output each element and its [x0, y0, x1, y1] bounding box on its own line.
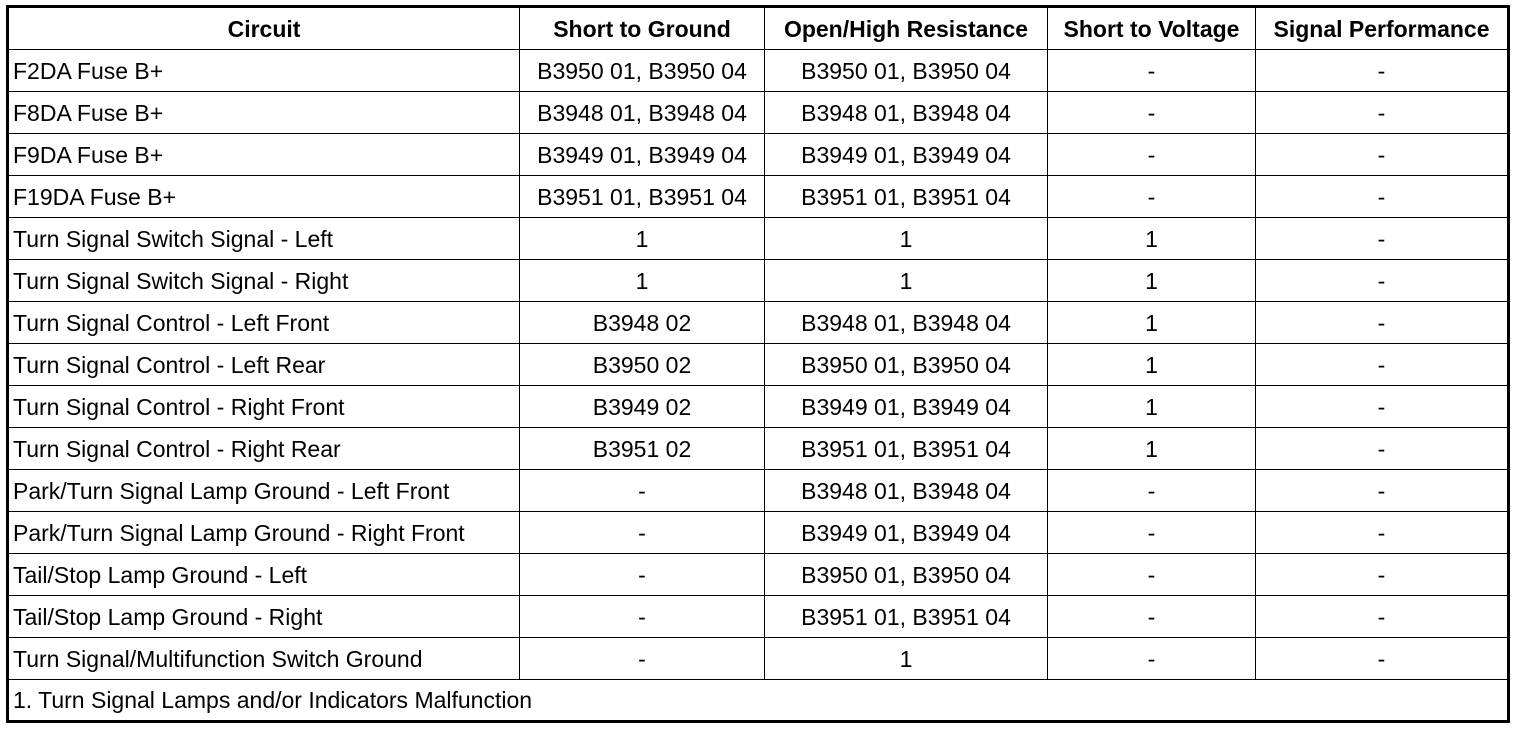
cell-signal-performance: -	[1256, 596, 1509, 638]
table-row	[8, 428, 1509, 470]
table-row	[8, 554, 1509, 596]
header-open-high-resistance: Open/High Resistance	[765, 7, 1048, 50]
cell-open-high-resistance: B3951 01, B3951 04	[765, 428, 1048, 470]
cell-short-to-ground: 1	[520, 260, 765, 302]
cell-short-to-ground: -	[520, 638, 765, 680]
cell-short-to-ground: -	[520, 596, 765, 638]
cell-circuit: Turn Signal Control - Left Rear	[8, 344, 520, 386]
cell-open-high-resistance: B3949 01, B3949 04	[765, 512, 1048, 554]
cell-short-to-voltage: 1	[1048, 344, 1256, 386]
table-row	[8, 176, 1509, 218]
cell-short-to-voltage: -	[1048, 50, 1256, 92]
table-row	[8, 596, 1509, 638]
cell-short-to-voltage: -	[1048, 512, 1256, 554]
cell-circuit: Tail/Stop Lamp Ground - Left	[8, 554, 520, 596]
cell-short-to-ground: -	[520, 470, 765, 512]
cell-short-to-voltage: -	[1048, 176, 1256, 218]
cell-short-to-ground: B3949 01, B3949 04	[520, 134, 765, 176]
cell-circuit: Park/Turn Signal Lamp Ground - Left Front	[8, 470, 520, 512]
cell-signal-performance: -	[1256, 428, 1509, 470]
cell-short-to-ground: B3951 01, B3951 04	[520, 176, 765, 218]
table-row	[8, 302, 1509, 344]
cell-signal-performance: -	[1256, 260, 1509, 302]
table-row	[8, 512, 1509, 554]
cell-short-to-ground: 1	[520, 218, 765, 260]
cell-circuit: Turn Signal Control - Right Rear	[8, 428, 520, 470]
cell-short-to-ground: B3950 02	[520, 344, 765, 386]
cell-circuit: Turn Signal Control - Right Front	[8, 386, 520, 428]
cell-signal-performance: -	[1256, 92, 1509, 134]
table-row	[8, 92, 1509, 134]
cell-short-to-voltage: 1	[1048, 218, 1256, 260]
table-body	[8, 50, 1509, 680]
cell-circuit: F9DA Fuse B+	[8, 134, 520, 176]
cell-signal-performance: -	[1256, 134, 1509, 176]
cell-open-high-resistance: B3950 01, B3950 04	[765, 50, 1048, 92]
header-short-to-ground: Short to Ground	[520, 7, 765, 50]
cell-signal-performance: -	[1256, 512, 1509, 554]
cell-short-to-ground: -	[520, 512, 765, 554]
cell-circuit: F8DA Fuse B+	[8, 92, 520, 134]
dtc-circuit-table	[6, 5, 1510, 723]
cell-open-high-resistance: B3948 01, B3948 04	[765, 302, 1048, 344]
cell-circuit: F2DA Fuse B+	[8, 50, 520, 92]
cell-signal-performance: -	[1256, 176, 1509, 218]
cell-short-to-ground: B3951 02	[520, 428, 765, 470]
cell-open-high-resistance: B3951 01, B3951 04	[765, 596, 1048, 638]
cell-short-to-ground: -	[520, 554, 765, 596]
cell-circuit: Turn Signal Switch Signal - Right	[8, 260, 520, 302]
cell-open-high-resistance: B3951 01, B3951 04	[765, 176, 1048, 218]
cell-short-to-ground: B3949 02	[520, 386, 765, 428]
cell-signal-performance: -	[1256, 470, 1509, 512]
cell-signal-performance: -	[1256, 302, 1509, 344]
table-row	[8, 218, 1509, 260]
table-row	[8, 260, 1509, 302]
cell-short-to-voltage: 1	[1048, 386, 1256, 428]
footnote: 1. Turn Signal Lamps and/or Indicators Malfunction	[8, 680, 1509, 722]
header-circuit: Circuit	[8, 7, 520, 50]
cell-short-to-voltage: 1	[1048, 302, 1256, 344]
cell-short-to-ground: B3948 02	[520, 302, 765, 344]
cell-short-to-voltage: -	[1048, 638, 1256, 680]
cell-open-high-resistance: B3949 01, B3949 04	[765, 134, 1048, 176]
header-short-to-voltage: Short to Voltage	[1048, 7, 1256, 50]
cell-short-to-voltage: -	[1048, 134, 1256, 176]
cell-circuit: Tail/Stop Lamp Ground - Right	[8, 596, 520, 638]
cell-short-to-voltage: -	[1048, 92, 1256, 134]
cell-short-to-ground: B3948 01, B3948 04	[520, 92, 765, 134]
cell-short-to-voltage: -	[1048, 470, 1256, 512]
cell-circuit: F19DA Fuse B+	[8, 176, 520, 218]
cell-open-high-resistance: B3950 01, B3950 04	[765, 554, 1048, 596]
cell-signal-performance: -	[1256, 638, 1509, 680]
cell-signal-performance: -	[1256, 50, 1509, 92]
cell-circuit: Turn Signal Switch Signal - Left	[8, 218, 520, 260]
cell-open-high-resistance: 1	[765, 218, 1048, 260]
cell-short-to-voltage: 1	[1048, 428, 1256, 470]
cell-circuit: Turn Signal Control - Left Front	[8, 302, 520, 344]
cell-short-to-voltage: -	[1048, 554, 1256, 596]
cell-open-high-resistance: 1	[765, 260, 1048, 302]
cell-circuit: Park/Turn Signal Lamp Ground - Right Front	[8, 512, 520, 554]
cell-open-high-resistance: B3948 01, B3948 04	[765, 470, 1048, 512]
table-row	[8, 470, 1509, 512]
table-row	[8, 344, 1509, 386]
cell-signal-performance: -	[1256, 386, 1509, 428]
cell-open-high-resistance: B3948 01, B3948 04	[765, 92, 1048, 134]
cell-open-high-resistance: B3949 01, B3949 04	[765, 386, 1048, 428]
table-row	[8, 50, 1509, 92]
table-row	[8, 134, 1509, 176]
footnote-row	[8, 680, 1509, 722]
cell-open-high-resistance: 1	[765, 638, 1048, 680]
cell-circuit: Turn Signal/Multifunction Switch Ground	[8, 638, 520, 680]
cell-signal-performance: -	[1256, 344, 1509, 386]
cell-short-to-ground: B3950 01, B3950 04	[520, 50, 765, 92]
header-signal-performance: Signal Performance	[1256, 7, 1509, 50]
cell-open-high-resistance: B3950 01, B3950 04	[765, 344, 1048, 386]
table-row	[8, 386, 1509, 428]
header-row	[8, 7, 1509, 50]
cell-short-to-voltage: -	[1048, 596, 1256, 638]
cell-short-to-voltage: 1	[1048, 260, 1256, 302]
table-row	[8, 638, 1509, 680]
cell-signal-performance: -	[1256, 218, 1509, 260]
cell-signal-performance: -	[1256, 554, 1509, 596]
